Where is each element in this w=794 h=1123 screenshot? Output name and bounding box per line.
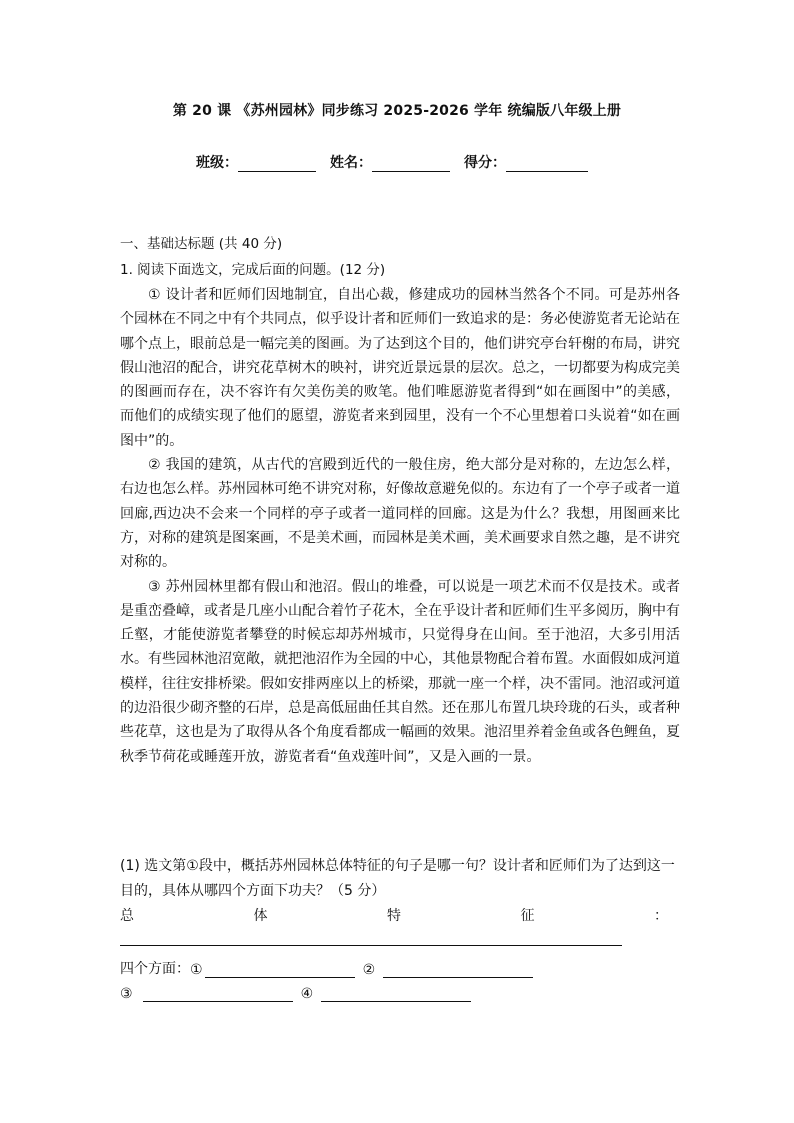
- aspect-mark-2: ②: [362, 962, 376, 978]
- student-info-row: [196, 152, 588, 172]
- overall-trait-answer-line[interactable]: [120, 945, 622, 946]
- trait-char: ：: [654, 908, 668, 924]
- reading-passage: [120, 283, 680, 769]
- aspects-row-2: [120, 985, 479, 1002]
- passage-paragraph-3: ③ 苏州园林里都有假山和池沼。假山的堆叠，可以说是一项艺术而不仅是技术。或者是重峦叠嶂，或者是几座小山配合着竹子花木，全在乎设计者和匠师们生平多阅历，胸中有丘壑，才能使游览者攀登的时候忘却苏州城市，只觉得身在山间。至于池沼，大多引用活水。有些园林池沼宽敞，就把池沼作为全园的中心，其他景物配合着布置。水面假如成河道模样，往往安排桥梁。假如安排两座以上的桥梁，那就一座一个样，决不雷同。池沼或河道的边沿很少砌齐整的石岸，总是高低屈曲任其自然。还在那儿布置几块玲珑的石头，或者种些花草，这也是为了取得从各个角度看都成一幅画的效果。池沼里养着金鱼或各色鲤鱼，夏秋季节荷花或睡莲开放，游览者看“鱼戏莲叶间”，又是入画的一景。: [120, 578, 680, 765]
- aspect-answer-3[interactable]: [143, 985, 293, 1002]
- worksheet-title: 第 20 课 《苏州园林》同步练习 2025-2026 学年 统编版八年级上册: [172, 103, 622, 119]
- name-field[interactable]: [372, 155, 450, 172]
- class-field[interactable]: [238, 155, 316, 172]
- section-heading: 一、基础达标题 (共 40 分): [120, 236, 283, 252]
- trait-char: 征: [520, 908, 535, 924]
- aspect-mark-3: ③: [120, 986, 133, 1002]
- score-label: 得分：: [464, 155, 506, 171]
- score-field[interactable]: [506, 155, 588, 172]
- trait-char: 体: [253, 908, 268, 924]
- aspect-answer-4[interactable]: [321, 985, 471, 1002]
- passage-paragraph-1: ① 设计者和匠师们因地制宜，自出心裁，修建成功的园林当然各个不同。可是苏州各个园林在不同之中有个共同点，似乎设计者和匠师们一致追求的是：务必使游览者无论站在哪个点上，眼前总是一幅完美的图画。为了达到这个目的，他们讲究亭台轩榭的布局，讲究假山池沼的配合，讲究花草树木的映衬，讲究近景远景的层次。总之，一切都要为构成完美的图画而存在，决不容许有欠美伤美的败笔。他们唯愿游览者得到“如在画图中”的美感，而他们的成绩实现了他们的愿望，游览者来到园里，没有一个不心里想着口头说着“如在画图中”的。: [120, 287, 680, 449]
- aspect-answer-1[interactable]: [205, 961, 355, 978]
- aspect-mark-4: ④: [300, 986, 314, 1002]
- overall-trait-label: [120, 905, 668, 925]
- trait-char: 特: [387, 908, 401, 924]
- subquestion-1-prompt: (1) 选文第①段中，概括苏州园林总体特征的句子是哪一句？设计者和匠师们为了达到这一目的，具体从哪四个方面下功夫？（5 分）: [120, 858, 675, 899]
- trait-char: 总: [120, 908, 134, 924]
- aspects-row-1: [120, 958, 541, 978]
- question-1-prompt: 1. 阅读下面选文，完成后面的问题。(12 分): [120, 262, 386, 278]
- name-label: 姓名：: [330, 155, 372, 171]
- class-label: 班级：: [196, 155, 238, 171]
- passage-paragraph-2: ② 我国的建筑，从古代的宫殿到近代的一般住房，绝大部分是对称的，左边怎么样，右边也怎么样。苏州园林可绝不讲究对称，好像故意避免似的。东边有了一个亭子或者一道回廊,西边决不会来一个同样的亭子或者一道同样的回廊。这是为什么？我想，用图画来比方，对称的建筑是图案画，不是美术画，而园林是美术画，美术画要求自然之趣，是不讲究对称的。: [120, 457, 680, 571]
- aspect-mark-1: ①: [190, 962, 203, 978]
- aspects-label: 四个方面：: [120, 961, 190, 977]
- aspect-answer-2[interactable]: [383, 961, 533, 978]
